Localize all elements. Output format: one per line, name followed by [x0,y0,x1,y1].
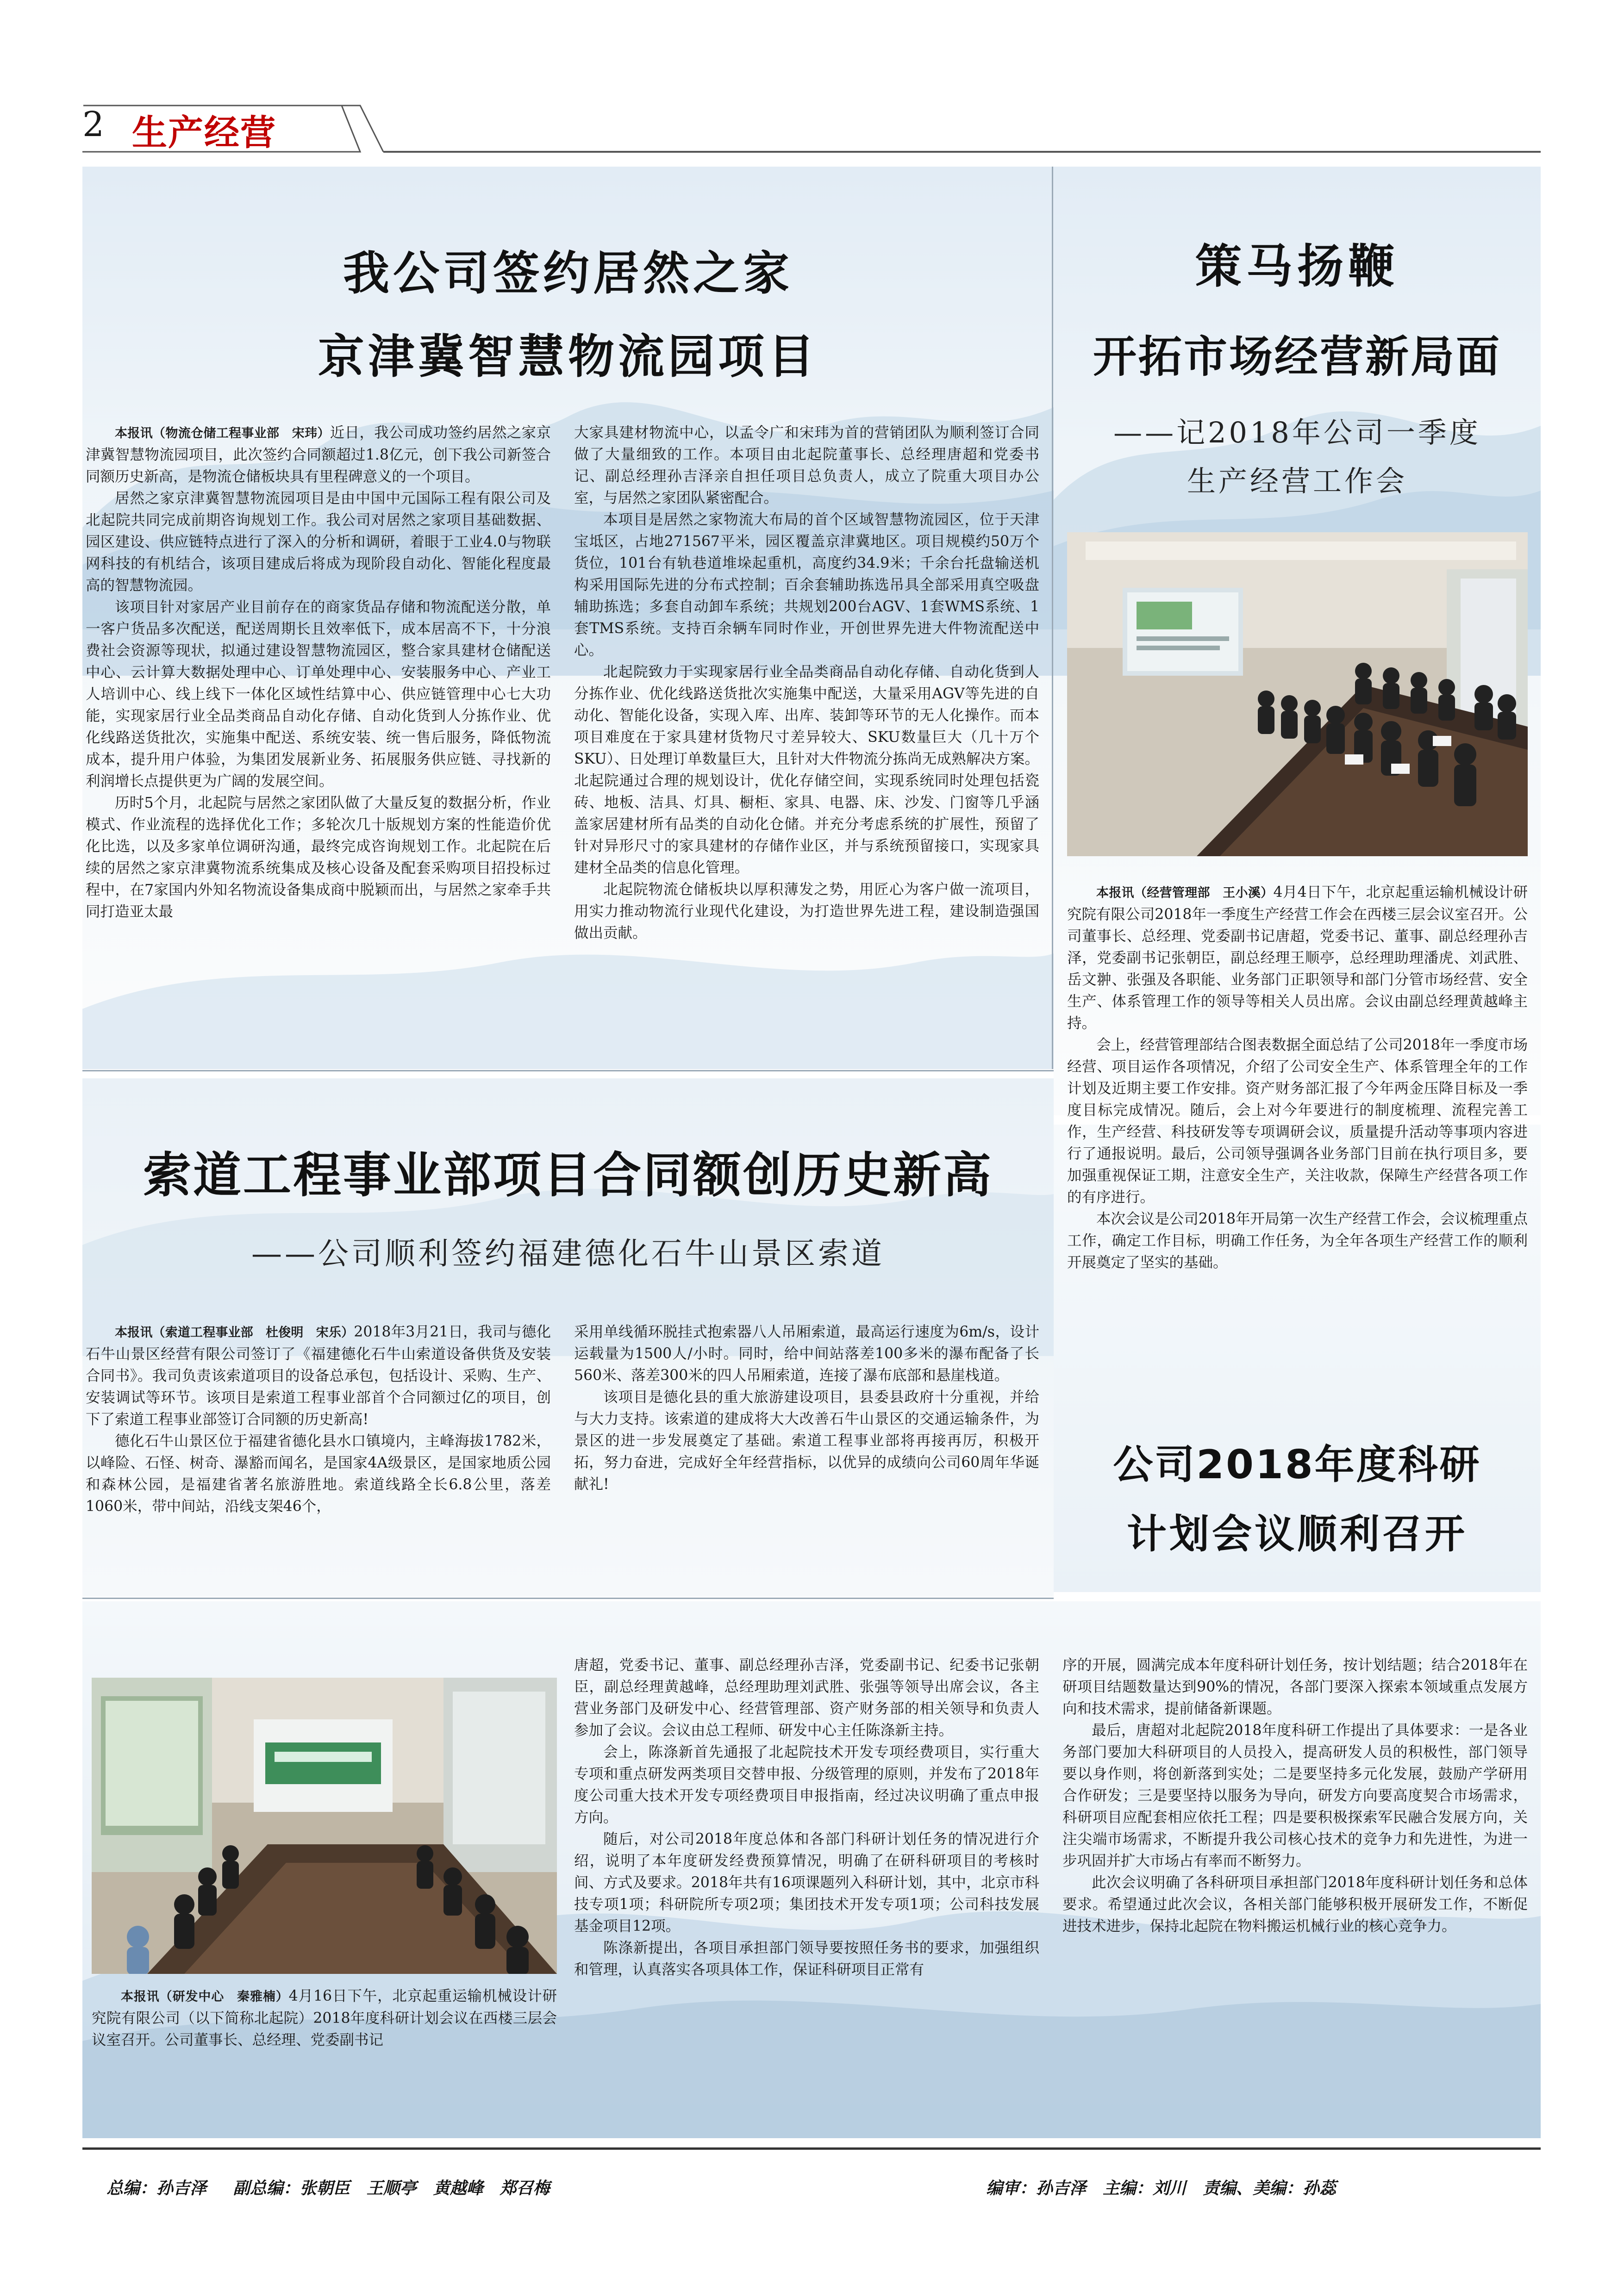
footer-editors-left: 总编：孙吉泽 副总编：张朝臣 王顺亭 黄越峰 郑召梅 [106,2179,550,2198]
article3-lead: 本报讯（索道工程事业部 杜俊明 宋乐） [115,1325,354,1340]
paragraph: 唐超，党委书记、董事、副总经理孙吉泽，党委副书记、纪委书记张朝臣，副总经理黄越峰，总经理助理刘武胜、张强等领导出席会议，各主营业务部门及研发中心、经营管理部、资产财务部的相关领导和负责人参加了会议。会议由总工程师、研发中心主任陈涤新主持。 [574,1657,1039,1739]
paragraph: 该项目针对家居产业目前存在的商家货品存储和物流配送分散，单一客户货品多次配送，配送周期长且效率低下，成本居高不下，十分浪费社会资源等现状，拟通过建设智慧物流园区，整合家具建材仓储配送中心、云计算大数据处理中心、订单处理中心、安装服务中心、产业工人培训中心、线上线下一体化区域性结算中心、供应链管理中心七大功能，实现家居行业全品类商品自动化存储、自动化货到人分拣作业、优化线路送货批次，实施集中配送、系统安装、统一售后服务，降低物流成本，提升用户体验，为集团发展新业务、拓展服务供应链、寻找新的利润增长点提供更为广阔的发展空间。 [86,599,551,790]
article4-title-line2: 计划会议顺利召开 [1127,1511,1468,1557]
article3-column-2 [574,1321,1039,1495]
article4-lead: 本报讯（研发中心 秦雅楠） [121,1990,289,2004]
header-rule [82,93,1541,162]
paragraph: 北起院物流仓储板块以厚积薄发之势，用匠心为客户做一流项目，用实力推动物流行业现代化建设，为打造世界先进工程，建设制造强国做出贡献。 [574,881,1039,941]
article2-title-line1: 策马扬鞭 [1195,239,1399,293]
article4-column-1 [92,1985,557,2051]
article4-column-2 [574,1655,1039,1981]
paragraph: 会上，陈涤新首先通报了北起院技术开发专项经费项目，实行重大专项和重点研发两类项目交替申报、分级管理的原则，并发布了2018年度公司重大技术开发专项经费项目申报指南，经过决议明确了重点申报方向。 [574,1744,1039,1826]
article1-title-line1: 我公司签约居然之家 [343,246,793,300]
footer-rule [82,2147,1541,2150]
article3-subtitle: ——公司顺利签约福建德化石牛山景区索道 [251,1236,885,1271]
article2-column [1067,882,1528,1274]
paragraph: 4月4日下午，北京起重运输机械设计研究院有限公司2018年一季度生产经营工作会在西楼三层会议室召开。公司董事长、总经理、党委副书记唐超，党委书记、董事、副总经理孙吉泽，党委副书记张朝臣，副总经理王顺亭，总经理助理潘虎、刘武胜、岳文翀、张强及各职能、业务部门正职领导和部门分管市场经营、安全生产、体系管理工作的领导等相关人员出席。会议由副总经理黄越峰主持。 [1067,884,1528,1032]
paragraph: 该项目是德化县的重大旅游建设项目，县委县政府十分重视，并给与大力支持。该索道的建成将大大改善石牛山景区的交通运输条件，为景区的进一步发展奠定了基础。索道工程事业部将再接再厉，积极开拓，努力奋进，完成好全年经营指标，以优异的成绩向公司60周年华诞献礼! [574,1389,1039,1493]
section-title: 生产经营 [132,112,276,153]
paragraph: 北起院致力于实现家居行业全品类商品自动化存储、自动化货到人分拣作业、优化线路送货批次实施集中配送，大量采用AGV等先进的自动化、智能化设备，实现入库、出库、装卸等环节的无人化操作。而本项目难度在于家具建材货物尺寸差异较大、SKU数量巨大（几十万个SKU）、日处理订单数量巨大，且针对大件物流分拣尚无成熟解决方案。北起院通过合理的规划设计，优化存储空间，实现系统同时处理包括瓷砖、地板、洁具、灯具、橱柜、家具、电器、床、沙发、门窗等几乎涵盖家居建材所有品类的自动化仓储。并充分考虑系统的扩展性，预留了针对异形尺寸的家具建材的存储作业区，并与系统预留接口，实现家具建材全品类的信息化管理。 [574,664,1039,876]
article2-subtitle-line2: 生产经营工作会 [1187,464,1407,498]
article1-lead: 本报讯（物流仓储工程事业部 宋玮） [115,426,330,441]
article2-lead: 本报讯（经营管理部 王小溪） [1096,886,1274,900]
paragraph: 会上，经营管理部结合图表数据全面总结了公司2018年一季度市场经营、项目运作各项情况，介绍了公司安全生产、体系管理全年的工作计划及近期主要工作安排。资产财务部汇报了今年两金压降目标及一季度目标完成情况。随后，会上对今年要进行的制度梳理、流程完善工作，生产经营、科技研发等专项调研会议，质量提升活动等事项内容进行了通报说明。最后，公司领导强调各业务部门目前在执行项目多，要加强重视保证工期，注意安全生产，关注收款，保障生产经营各项工作的有序进行。 [1067,1037,1528,1206]
article2-title-line2: 开拓市场经营新局面 [1093,332,1501,382]
paragraph: 采用单线循环脱挂式抱索器八人吊厢索道，最高运行速度为6m/s，设计运载量为1500人/小时。同时，给中间站落差100多米的瀑布配备了长560米、落差300米的四人吊厢索道，连接了瀑布底部和悬崖栈道。 [574,1324,1039,1384]
paragraph: 陈涤新提出，各项目承担部门领导要按照任务书的要求，加强组织和管理，认真落实各项具体工作，保证科研项目正常有 [574,1940,1039,1978]
page-number: 2 [82,105,105,144]
article3-title: 索道工程事业部项目合同额创历史新高 [143,1147,993,1203]
paragraph: 大家具建材物流中心，以孟令广和宋玮为首的营销团队为顺利签订合同做了大量细致的工作。本项目由北起院董事长、总经理唐超和党委书记、副总经理孙吉泽亲自担任项目总负责人，成立了院重大项目办公室，与居然之家团队紧密配合。 [574,424,1039,506]
article3-column-1 [86,1321,551,1518]
paragraph: 历时5个月，北起院与居然之家团队做了大量反复的数据分析，作业模式、作业流程的选择优化工作；多轮次几十版规划方案的性能造价优化比选，以及多家单位调研沟通，最终完成咨询规划工作。北起院在后续的居然之家京津冀物流系统集成及核心设备及配套采购项目招投标过程中，在7家国内外知名物流设备集成商中脱颖而出，与居然之家牵手共同打造亚太最 [86,795,551,920]
paragraph: 最后，唐超对北起院2018年度科研工作提出了具体要求：一是各业务部门要加大科研项目的人员投入，提高研发人员的积极性，部门领导要以身作则，将创新落到实处；二是要坚持多元化发展，鼓励产学研用合作研发；三是要坚持以服务为导向，研发方向要高度契合市场需求，科研项目应配套相应依托工程；四是要积极探索军民融合发展方向，关注尖端市场需求，不断提升我公司核心技术的竞争力和先进性，为进一步巩固并扩大市场占有率而不断努力。 [1062,1722,1528,1869]
paragraph: 本项目是居然之家物流大布局的首个区域智慧物流园区，位于天津宝坻区，占地271567平米，园区覆盖京津冀地区。项目规模约50万个货位，101台有轨巷道堆垛起重机，高度约34.9米；千余台托盘输送机构采用国际先进的分布式控制；百余套辅助拣选吊具全部采用真空吸盘辅助拣选；多套自动卸车系统；共规划200台AGV、1套WMS系统、1套TMS系统。支持百余辆车同时作业，开创世界先进大件物流配送中心。 [574,511,1039,659]
paragraph: 居然之家京津冀智慧物流园项目是由中国中元国际工程有限公司及北起院共同完成前期咨询规划工作。我公司对居然之家项目基础数据、园区建设、供应链特点进行了深入的分析和调研，着眼于工业4.0与物联网科技的有机结合，该项目建成后将成为现阶段自动化、智能化程度最高的智慧物流园。 [86,490,551,594]
meeting-photo-2 [92,1678,557,1974]
article4-column-3 [1062,1655,1528,1937]
article1-column-1 [86,422,551,923]
article4-title-line1: 公司2018年度科研 [1113,1442,1481,1488]
paragraph: 序的开展，圆满完成本年度科研计划任务，按计划结题；结合2018年在研项目结题数量达到90%的情况，各部门要深入探索本领域重点发展方向和技术需求，提前储备新课题。 [1062,1657,1528,1717]
paragraph: 本次会议是公司2018年开局第一次生产经营工作会，会议梳理重点工作，确定工作目标，明确工作任务，为全年各项生产经营工作的顺利开展奠定了坚实的基础。 [1067,1211,1528,1271]
paragraph: 此次会议明确了各科研项目承担部门2018年度科研计划任务和总体要求。希望通过此次会议，各相关部门能够积极开展研发工作，不断促进技术进步，保持北起院在物料搬运机械行业的核心竞争力。 [1062,1874,1528,1935]
meeting-photo-1 [1067,532,1528,856]
footer-editors-right: 编审：孙吉泽 主编：刘川 责编、美编：孙蕊 [986,2179,1337,2198]
article2-subtitle-line1: ——记2018年公司一季度 [1113,416,1481,449]
article1-column-2 [574,422,1039,944]
paragraph: 近日，我公司成功签约居然之家京津冀智慧物流园项目，此次签约合同额超过1.8亿元，创下我公司新签合同额历史新高，是物流仓储板块具有里程碑意义的一个项目。 [86,424,551,485]
paragraph: 随后，对公司2018年度总体和各部门科研计划任务的情况进行介绍，说明了本年度研发经费预算情况，明确了在研科研项目的考核时间、方式及要求。2018年共有16项课题列入科研计划，其中，北京市科技专项1项；科研院所专项2项；集团技术开发专项1项；公司科技发展基金项目12项。 [574,1831,1039,1935]
article1-title-line2: 京津冀智慧物流园项目 [318,330,818,384]
paragraph: 4月16日下午，北京起重运输机械设计研究院有限公司（以下简称北起院）2018年度科研计划会议在西楼三层会议室召开。公司董事长、总经理、党委副书记 [92,1988,557,2048]
paragraph: 2018年3月21日，我司与德化石牛山景区经营有限公司签订了《福建德化石牛山索道设备供货及安装合同书》。我司负责该索道项目的设备总承包，包括设计、采购、生产、安装调试等环节。该项目是索道工程事业部首个合同额过亿的项目，创下了索道工程事业部签订合同额的历史新高! [86,1324,551,1428]
paragraph: 德化石牛山景区位于福建省德化县水口镇境内，主峰海拔1782米，以峰险、石怪、树奇、瀑豁而闻名，是国家4A级景区，是国家地质公园和森林公园，是福建省著名旅游胜地。索道线路全长6.8公里，落差1060米，带中间站，沿线支架46个， [86,1433,551,1515]
